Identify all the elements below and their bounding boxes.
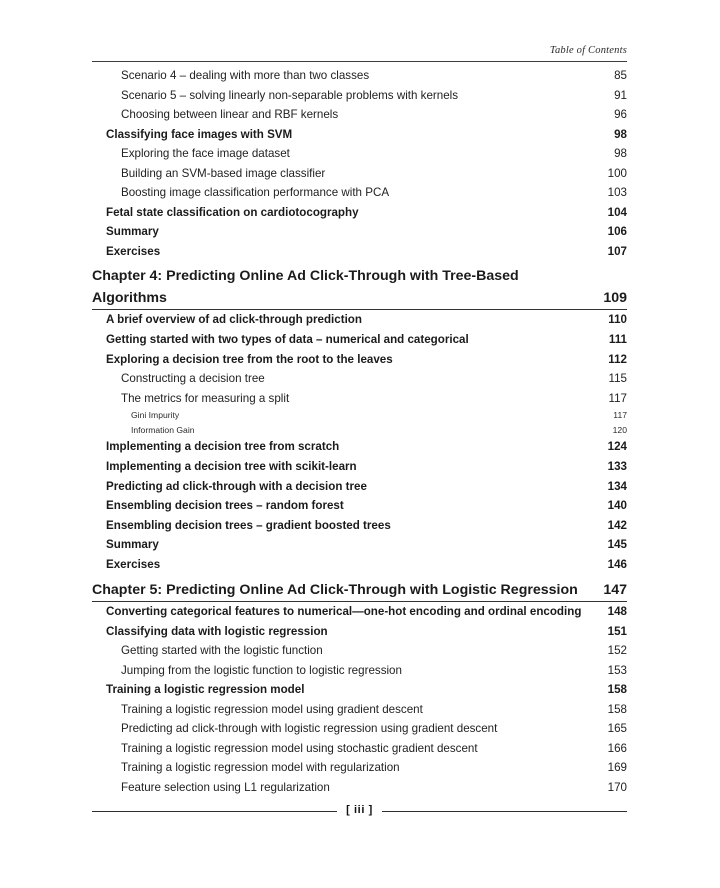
- toc-entry-page: 98: [614, 147, 627, 161]
- footer-rule-left: [92, 811, 337, 812]
- toc-entry-level-1[interactable]: [92, 535, 627, 555]
- toc-entry-page: 140: [607, 499, 627, 513]
- toc-entry-level-2[interactable]: [92, 183, 627, 203]
- toc-entry-title: Scenario 4 – dealing with more than two classes: [121, 69, 370, 82]
- toc-entry-level-2[interactable]: [92, 164, 627, 184]
- toc-entry-title: Feature selection using L1 regularization: [121, 780, 330, 794]
- toc-entry-title: Implementing a decision tree from scratch: [106, 440, 340, 454]
- toc-entry-title: Fetal state classification on cardiotocography: [106, 205, 359, 219]
- toc-entry-level-1[interactable]: [92, 477, 627, 497]
- toc-entry-page: 134: [607, 479, 627, 493]
- toc-entry-level-2[interactable]: [92, 389, 627, 409]
- toc-entry-level-2[interactable]: [92, 641, 627, 661]
- toc-entry-title: Training a logistic regression model with regularization: [121, 761, 400, 775]
- toc-entry-title: Jumping from the logistic function to logistic regression: [121, 663, 402, 677]
- toc-entry-page: 117: [613, 410, 627, 421]
- table-of-contents-list: [92, 66, 627, 797]
- toc-entry-title: Scenario 5 – solving linearly non-separable problems with kernels: [121, 88, 459, 102]
- toc-chapter-heading[interactable]: [92, 266, 627, 310]
- toc-entry-page: 98: [614, 127, 627, 141]
- running-header: [92, 40, 627, 62]
- toc-entry-page: 112: [608, 352, 627, 366]
- toc-entry-title: Gini Impurity: [131, 410, 180, 421]
- toc-entry-title: Ensembling decision trees – gradient boosted trees: [106, 518, 391, 532]
- toc-entry-level-2[interactable]: [92, 700, 627, 720]
- toc-entry-title: Implementing a decision tree with scikit-learn: [106, 459, 357, 473]
- toc-entry-level-1[interactable]: [92, 622, 627, 642]
- toc-entry-level-1[interactable]: [92, 457, 627, 477]
- toc-entry-page: 120: [612, 424, 627, 435]
- toc-entry-title: A brief overview of ad click-through prediction: [106, 313, 362, 327]
- toc-entry-level-2[interactable]: [92, 778, 627, 798]
- toc-entry-title: Information Gain: [131, 424, 195, 435]
- toc-entry-level-1[interactable]: [92, 330, 627, 350]
- footer-rule-right: [382, 811, 627, 812]
- toc-entry-page: 166: [607, 741, 627, 755]
- toc-entry-title: Predicting ad click-through with a decision tree: [106, 479, 367, 493]
- toc-entry-title: Getting started with the logistic function: [121, 644, 323, 658]
- toc-entry-title: Ensembling decision trees – random forest: [106, 499, 344, 513]
- toc-entry-title: Summary: [106, 225, 159, 239]
- toc-entry-level-2[interactable]: [92, 66, 627, 86]
- toc-entry-page: 158: [607, 683, 627, 697]
- toc-entry-page: 133: [607, 459, 627, 473]
- toc-entry-title: Building an SVM-based image classifier: [121, 166, 326, 180]
- toc-entry-page: 104: [607, 205, 627, 219]
- toc-entry-title: The metrics for measuring a split: [121, 391, 290, 405]
- toc-entry-page: 124: [607, 440, 627, 454]
- toc-entry-page: 85: [614, 69, 627, 82]
- toc-entry-page: 115: [608, 372, 627, 386]
- toc-entry-title: Getting started with two types of data – numerical and categorical: [106, 332, 469, 346]
- toc-entry-level-2[interactable]: [92, 758, 627, 778]
- toc-entry-page: 170: [607, 780, 627, 794]
- toc-entry-page: 148: [607, 605, 627, 618]
- toc-entry-level-1[interactable]: [92, 222, 627, 242]
- toc-entry-page: 106: [607, 225, 627, 239]
- toc-entry-level-2[interactable]: [92, 144, 627, 164]
- toc-entry-page: 110: [608, 313, 627, 327]
- toc-entry-level-1[interactable]: [92, 310, 627, 330]
- toc-entry-page: 107: [607, 244, 627, 258]
- toc-entry-level-2[interactable]: [92, 86, 627, 106]
- toc-entry-page: 169: [607, 761, 627, 775]
- toc-entry-level-3[interactable]: [92, 408, 627, 423]
- toc-entry-page: 100: [607, 166, 627, 180]
- toc-entry-level-1[interactable]: [92, 516, 627, 536]
- toc-entry-title: Training a logistic regression model using gradient descent: [121, 702, 423, 716]
- toc-entry-page: 145: [607, 538, 627, 552]
- toc-entry-title: Boosting image classification performance with PCA: [121, 186, 390, 200]
- toc-entry-page: 152: [607, 644, 627, 658]
- toc-entry-level-2[interactable]: [92, 105, 627, 125]
- toc-entry-page: 96: [614, 108, 627, 121]
- toc-entry-page: 165: [607, 722, 627, 736]
- toc-entry-page: 142: [607, 518, 627, 532]
- toc-entry-title: Classifying data with logistic regression: [106, 624, 328, 638]
- toc-entry-level-1[interactable]: [92, 125, 627, 145]
- toc-entry-title: Exploring a decision tree from the root to the leaves: [106, 352, 393, 366]
- toc-entry-level-2[interactable]: [92, 739, 627, 759]
- toc-entry-page: 147: [603, 581, 627, 598]
- toc-entry-title: Chapter 4: Predicting Online Ad Click-Through with Tree-Based Algorithms: [92, 268, 519, 306]
- toc-entry-level-1[interactable]: [92, 437, 627, 457]
- toc-entry-level-1[interactable]: [92, 555, 627, 575]
- toc-entry-page: 153: [607, 663, 627, 677]
- toc-entry-title: Exploring the face image dataset: [121, 147, 290, 161]
- toc-entry-page: 151: [607, 624, 627, 638]
- toc-entry-title: Exercises: [106, 557, 161, 571]
- toc-entry-title: Converting categorical features to numerical—one-hot encoding and ordinal encoding: [106, 605, 582, 618]
- toc-entry-page: 117: [608, 391, 627, 405]
- toc-entry-level-1[interactable]: [92, 203, 627, 223]
- toc-entry-title: Chapter 5: Predicting Online Ad Click-Through with Logistic Regression: [92, 581, 578, 598]
- toc-entry-level-1[interactable]: [92, 680, 627, 700]
- toc-entry-title: Training a logistic regression model using stochastic gradient descent: [121, 741, 478, 755]
- toc-entry-level-1[interactable]: [92, 602, 627, 622]
- toc-entry-title: Constructing a decision tree: [121, 372, 265, 386]
- toc-entry-title: Summary: [106, 538, 159, 552]
- toc-entry-page: 103: [607, 186, 627, 200]
- toc-entry-title: Exercises: [106, 244, 161, 258]
- toc-entry-level-2[interactable]: [92, 661, 627, 681]
- toc-entry-level-3[interactable]: [92, 423, 627, 438]
- page-folio: [ iii ]: [346, 804, 373, 816]
- toc-entry-page: 111: [608, 332, 627, 346]
- toc-entry-title: Training a logistic regression model: [106, 683, 305, 697]
- toc-entry-title: Choosing between linear and RBF kernels: [121, 108, 339, 121]
- toc-entry-level-1[interactable]: [92, 496, 627, 516]
- toc-entry-title: Predicting ad click-through with logistic regression using gradient descent: [121, 722, 498, 736]
- toc-entry-page: 146: [607, 557, 627, 571]
- toc-entry-title: Classifying face images with SVM: [106, 127, 293, 141]
- running-head-text: Table of Contents: [549, 45, 627, 56]
- toc-entry-level-2[interactable]: [92, 369, 627, 389]
- toc-entry-page: 109: [603, 289, 627, 306]
- toc-entry-page: 91: [614, 88, 627, 102]
- toc-entry-page: 158: [607, 702, 627, 716]
- toc-chapter-heading[interactable]: [92, 580, 627, 603]
- toc-entry-level-1[interactable]: [92, 242, 627, 262]
- toc-entry-level-1[interactable]: [92, 350, 627, 370]
- page-footer: [92, 805, 627, 817]
- toc-entry-level-2[interactable]: [92, 719, 627, 739]
